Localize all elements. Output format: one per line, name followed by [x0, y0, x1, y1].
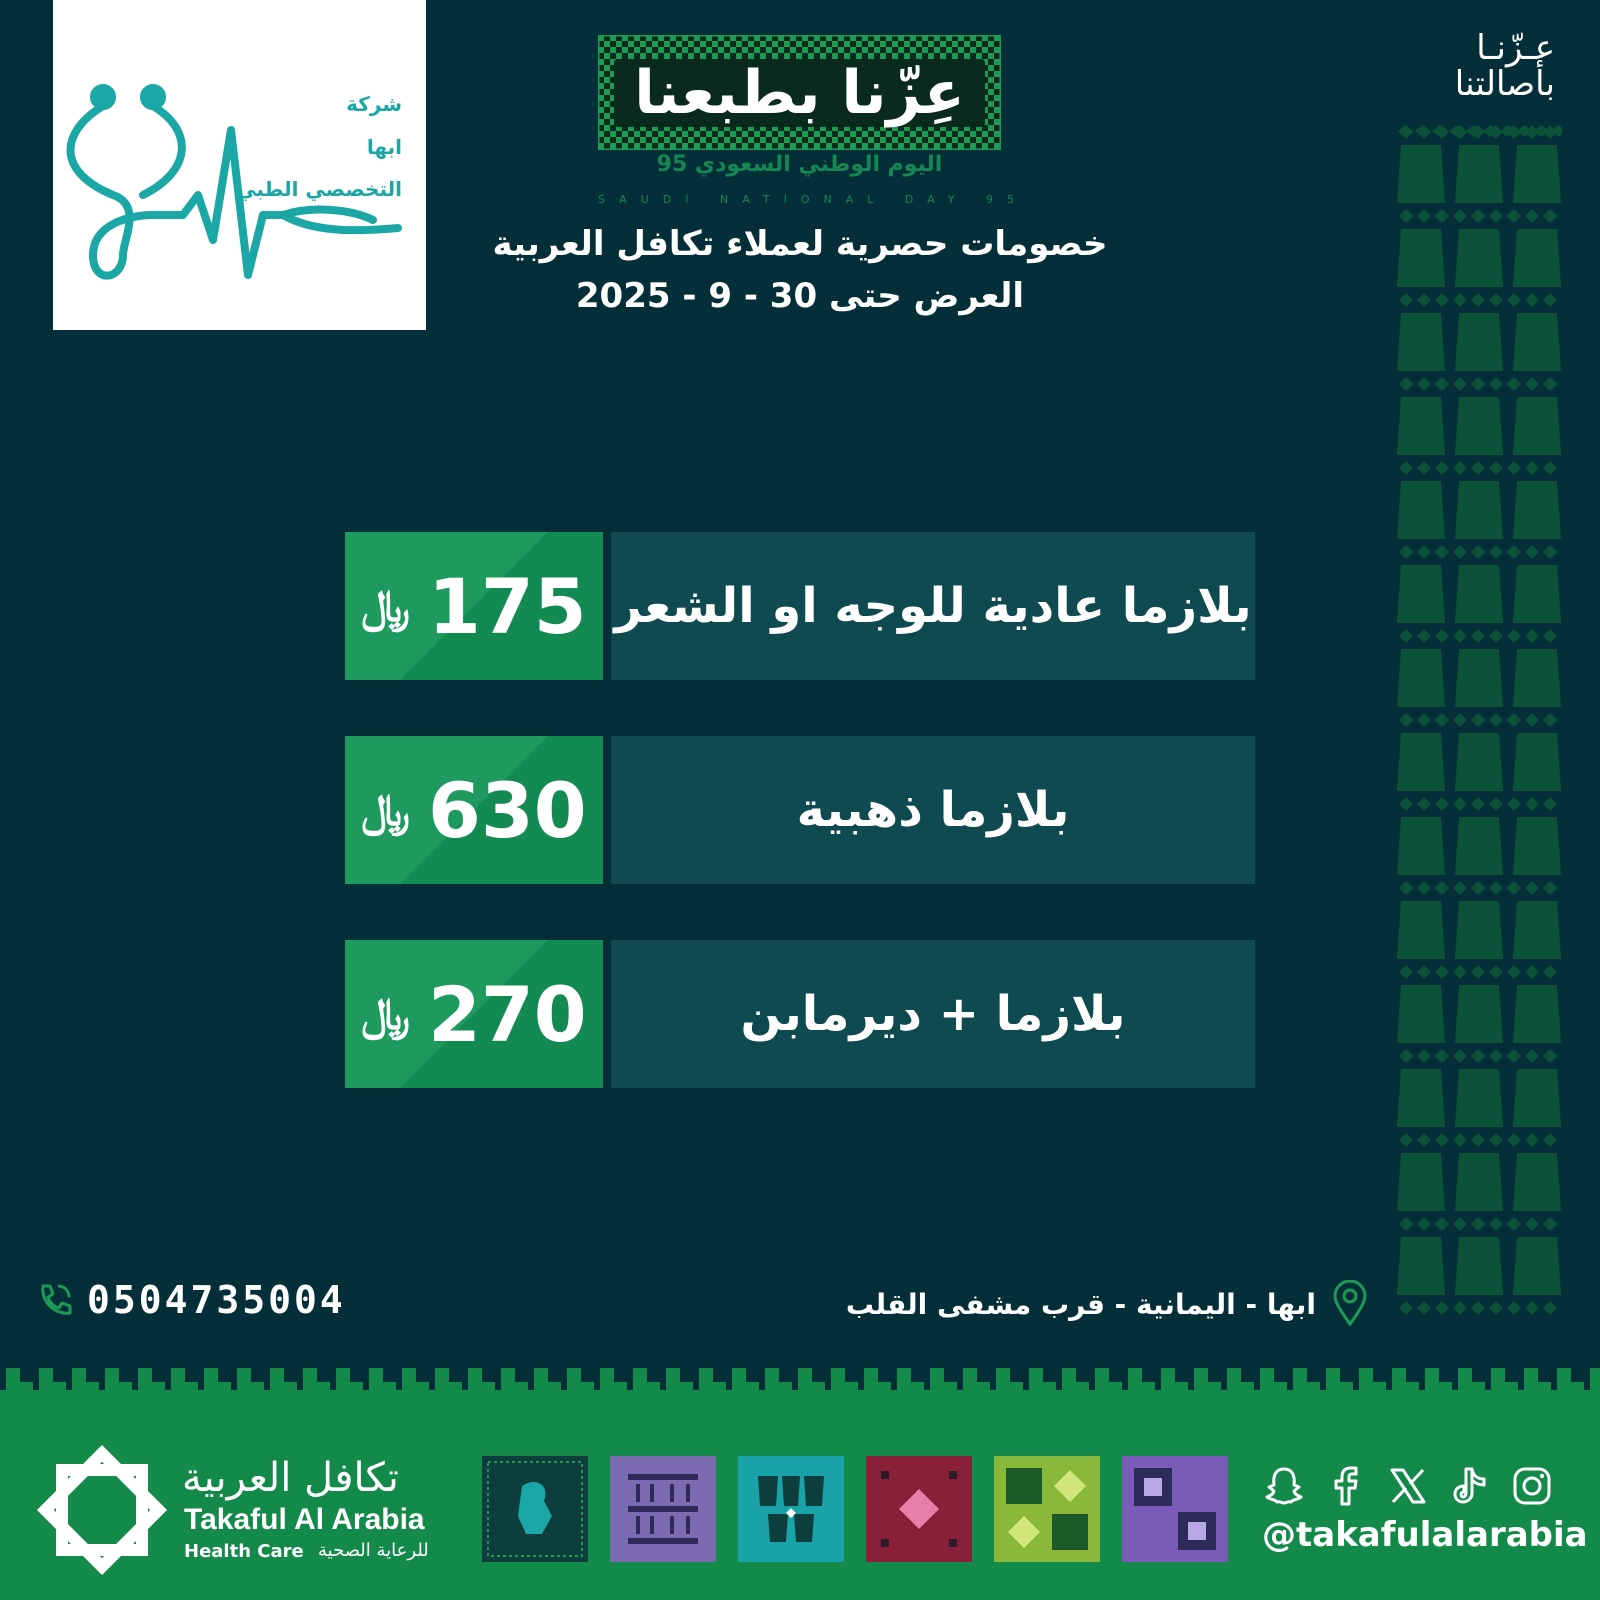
clinic-name-line3: التخصصي الطبي — [236, 177, 402, 201]
tiktok-icon[interactable] — [1448, 1464, 1492, 1508]
sadu-tile-crimson — [866, 1456, 972, 1562]
offer-price-box — [345, 532, 603, 680]
location-pin-icon — [1332, 1280, 1368, 1328]
riyal-icon: ﷼ — [361, 784, 411, 836]
instagram-icon[interactable] — [1510, 1464, 1554, 1508]
brand-name-arabic: تكافل العربية — [182, 1455, 399, 1501]
offer-label: بلازما ذهبية — [611, 736, 1255, 884]
slogan-line1: عـزّنـا — [1476, 28, 1555, 68]
riyal-icon: ﷼ — [361, 580, 411, 632]
clinic-logo — [53, 0, 426, 330]
offer-price: 175 — [428, 561, 587, 651]
sadu-tile-teal — [738, 1456, 844, 1562]
takaful-star-logo-icon — [32, 1440, 172, 1580]
national-day-title: عِزّنا بطبعنا — [614, 59, 985, 127]
brand-tagline-english: Health Care — [184, 1541, 304, 1562]
national-day-subtitle: اليوم الوطني السعودي 95 — [656, 152, 943, 177]
headline-offer: خصومات حصرية لعملاء تكافل العربية — [492, 224, 1108, 264]
national-day-english: SAUDI NATIONAL DAY 95 — [598, 193, 1029, 206]
location-text: ابها - اليمانية - قرب مشفى القلب — [845, 1287, 1316, 1321]
social-icons — [1262, 1464, 1554, 1508]
offer-price: 630 — [428, 765, 587, 855]
phone-contact[interactable] — [35, 1278, 346, 1322]
sadu-pattern-column — [1397, 125, 1562, 1345]
facebook-icon[interactable] — [1324, 1464, 1368, 1508]
phone-icon — [35, 1280, 75, 1320]
brand-name-english: Takaful Al Arabia — [184, 1503, 425, 1536]
offer-label: بلازما + ديرمابن — [611, 940, 1255, 1088]
offer-row — [345, 736, 1255, 884]
offer-row — [345, 532, 1255, 680]
x-icon[interactable] — [1386, 1464, 1430, 1508]
slogan — [1455, 30, 1555, 102]
clinic-name-line1: شركة — [346, 92, 402, 116]
snapchat-icon[interactable] — [1262, 1464, 1306, 1508]
sadu-tile-violet — [1122, 1456, 1228, 1562]
slogan-line2: بأصالتنا — [1454, 64, 1555, 104]
offer-label: بلازما عادية للوجه او الشعر — [611, 532, 1255, 680]
offer-price-box — [345, 940, 603, 1088]
riyal-icon: ﷼ — [361, 988, 411, 1040]
headline-validity: العرض حتى 30 - 9 - 2025 — [575, 276, 1025, 316]
phone-number: 0504735004 — [87, 1278, 346, 1322]
sadu-tile-purple — [610, 1456, 716, 1562]
sadu-tile-lime — [994, 1456, 1100, 1562]
location-contact — [846, 1280, 1368, 1328]
offer-price-box — [345, 736, 603, 884]
sadu-tile-falcon — [482, 1456, 588, 1562]
brand-tagline-arabic: للرعاية الصحية — [318, 1540, 429, 1561]
offer-row — [345, 940, 1255, 1088]
stethoscope-heartbeat-icon — [53, 0, 426, 330]
clinic-name-line2: ابها — [366, 135, 402, 159]
offer-price: 270 — [428, 969, 587, 1059]
national-day-badge — [598, 35, 1001, 150]
social-handle[interactable]: @takafulalarabia — [1262, 1515, 1588, 1555]
